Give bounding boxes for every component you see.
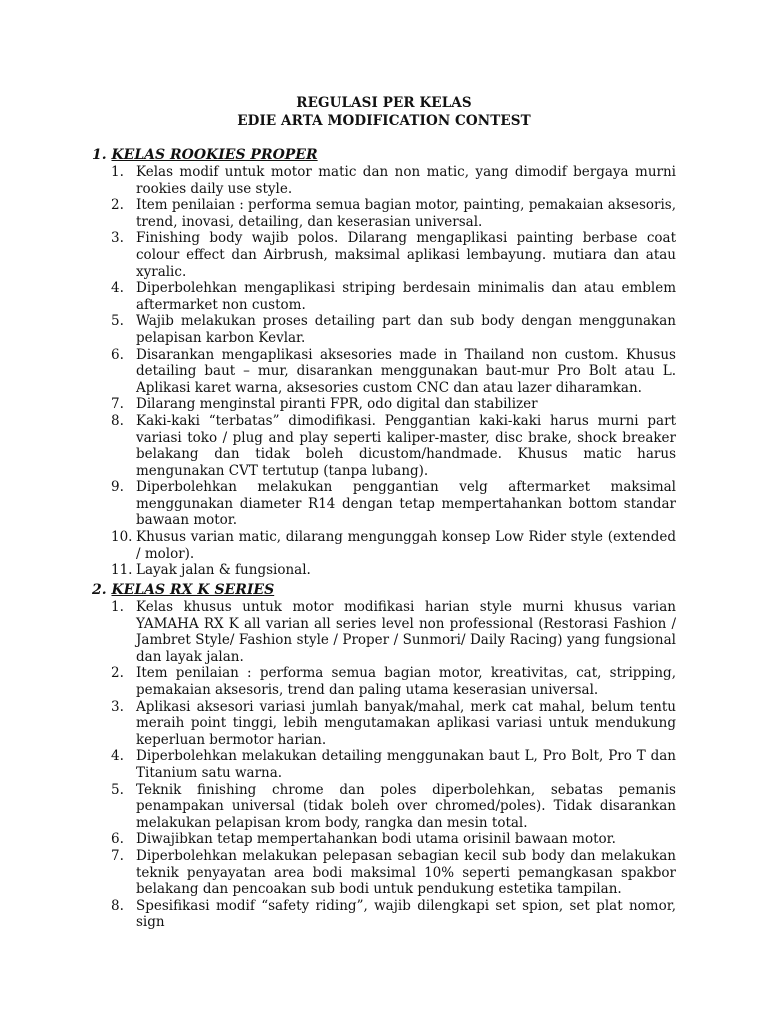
rule-item [92,396,676,413]
rule-number: 7. [111,396,124,413]
rule-item [92,313,676,346]
section-kelas-rx-k-series [92,582,692,931]
rule-text: Dilarang menginstal piranti FPR, odo digital dan stabilizer [136,396,538,413]
section-number: 1. [92,147,107,163]
rule-number: 2. [111,197,124,214]
rule-number: 10. [111,529,133,546]
section-number: 2. [92,582,107,598]
rule-item [92,197,676,230]
rules-list [92,164,692,579]
section-kelas-rookies-proper [92,147,692,579]
rule-text: Kelas khusus untuk motor modifikasi harian style murni khusus varian YAMAHA RX K all varian all series level non professional (Restorasi Fashion / Jambret Style/ Fashion style / Proper / Sunmori/ Daily Racing) yang fungsional dan layak jalan. [136,599,676,665]
document-subtitle: EDIE ARTA MODIFICATION CONTEST [237,113,531,129]
rule-text: Diperbolehkan melakukan detailing menggunakan baut L, Pro Bolt, Pro T dan Titanium satu warna. [136,748,676,781]
rule-item [92,699,676,749]
rule-text: Khusus varian matic, dilarang mengunggah konsep Low Rider style (extended / molor). [136,529,676,562]
section-title: KELAS ROOKIES PROPER [111,147,318,163]
rule-item [92,230,676,280]
rule-number: 8. [111,412,124,429]
rule-number: 3. [111,230,124,247]
rule-item [92,280,676,313]
rule-item [92,347,676,397]
rule-text: Diperbolehkan mengaplikasi striping berdesain minimalis dan atau emblem aftermarket non custom. [136,280,676,313]
rule-item [92,748,676,781]
rule-text: Teknik finishing chrome dan poles diperbolehkan, sebatas pemanis penampakan universal (tidak boleh over chromed/poles). Tidak disarankan melakukan pelapisan krom body, rangka dan mesin total. [136,781,676,831]
rule-text: Disarankan mengaplikasi aksesories made in Thailand non custom. Khusus detailing baut – mur, disarankan menggunakan baut-mur Pro Bolt atau L. Aplikasi karet warna, aksesories custom CNC dan atau lazer diharamkan. [136,346,676,396]
document-title: REGULASI PER KELAS [296,95,472,111]
rule-item [92,413,676,479]
rule-text: Aplikasi aksesori variasi jumlah banyak/mahal, merk cat mahal, belum tentu meraih point tinggi, lebih mengutamakan aplikasi variasi untuk mendukung keperluan bermotor harian. [136,698,676,748]
rule-item [92,164,676,197]
rule-text: Item penilaian : performa semua bagian motor, kreativitas, cat, stripping, pemakaian aksesoris, trend dan paling utama keserasian universal. [136,665,676,698]
rule-text: Layak jalan & fungsional. [136,562,311,579]
rule-number: 3. [111,698,124,715]
rule-text: Kelas modif untuk motor matic dan non matic, yang dimodif bergaya murni rookies daily use style. [136,164,676,197]
rule-number: 5. [111,313,124,330]
rule-item [92,599,676,665]
rule-item [92,848,676,898]
rule-number: 6. [111,346,124,363]
rule-text: Item penilaian : performa semua bagian motor, painting, pemakaian aksesoris, trend, inovasi, detailing, dan keserasian universal. [136,197,676,230]
section-heading [92,582,692,599]
rule-item [92,529,676,562]
rule-number: 11. [111,562,133,579]
rule-number: 9. [111,479,124,496]
rule-text: Finishing body wajib polos. Dilarang mengaplikasi painting berbase coat colour effect dan Airbrush, maksimal aplikasi lembayung. mutiara dan atau xyralic. [136,230,676,280]
rule-text: Diwajibkan tetap mempertahankan bodi utama orisinil bawaan motor. [136,831,616,848]
rule-text: Kaki-kaki “terbatas” dimodifikasi. Penggantian kaki-kaki harus murni part variasi toko / plug and play seperti kaliper-master, disc brake, shock breaker belakang dan tidak boleh dicustom/handmade. Khusus matic harus mengunakan CVT tertutup (tanpa lubang). [136,412,676,479]
rule-number: 6. [111,831,124,848]
rule-text: Diperbolehkan melakukan pelepasan sebagian kecil sub body dan melakukan teknik penyayatan area bodi maksimal 10% seperti pemangkasan spakbor belakang dan pencoakan sub bodi untuk pendukung estetika tampilan. [136,847,676,898]
rule-item [92,898,676,931]
section-title: KELAS RX K SERIES [111,582,275,598]
rule-number: 1. [111,599,124,615]
rule-number: 7. [111,847,124,864]
rule-number: 8. [111,897,124,914]
document-titles [0,94,768,130]
rule-item [92,831,676,848]
rule-number: 5. [111,781,124,798]
section-heading [92,147,692,164]
rule-number: 4. [111,748,124,765]
rule-text: Spesifikasi modif “safety riding”, wajib dilengkapi set spion, set plat nomor, sign [136,897,676,931]
rule-number: 1. [111,164,124,180]
rule-item [92,665,676,698]
rules-list [92,599,692,931]
rule-item [92,782,676,832]
rule-item [92,479,676,529]
rule-item [92,562,676,579]
rule-number: 2. [111,665,124,682]
rule-text: Wajib melakukan proses detailing part dan sub body dengan menggunakan pelapisan karbon Kevlar. [136,313,676,346]
rule-number: 4. [111,280,124,297]
rule-text: Diperbolehkan melakukan penggantian velg aftermarket maksimal menggunakan diameter R14 dengan tetap mempertahankan bottom standar bawaan motor. [136,479,676,529]
